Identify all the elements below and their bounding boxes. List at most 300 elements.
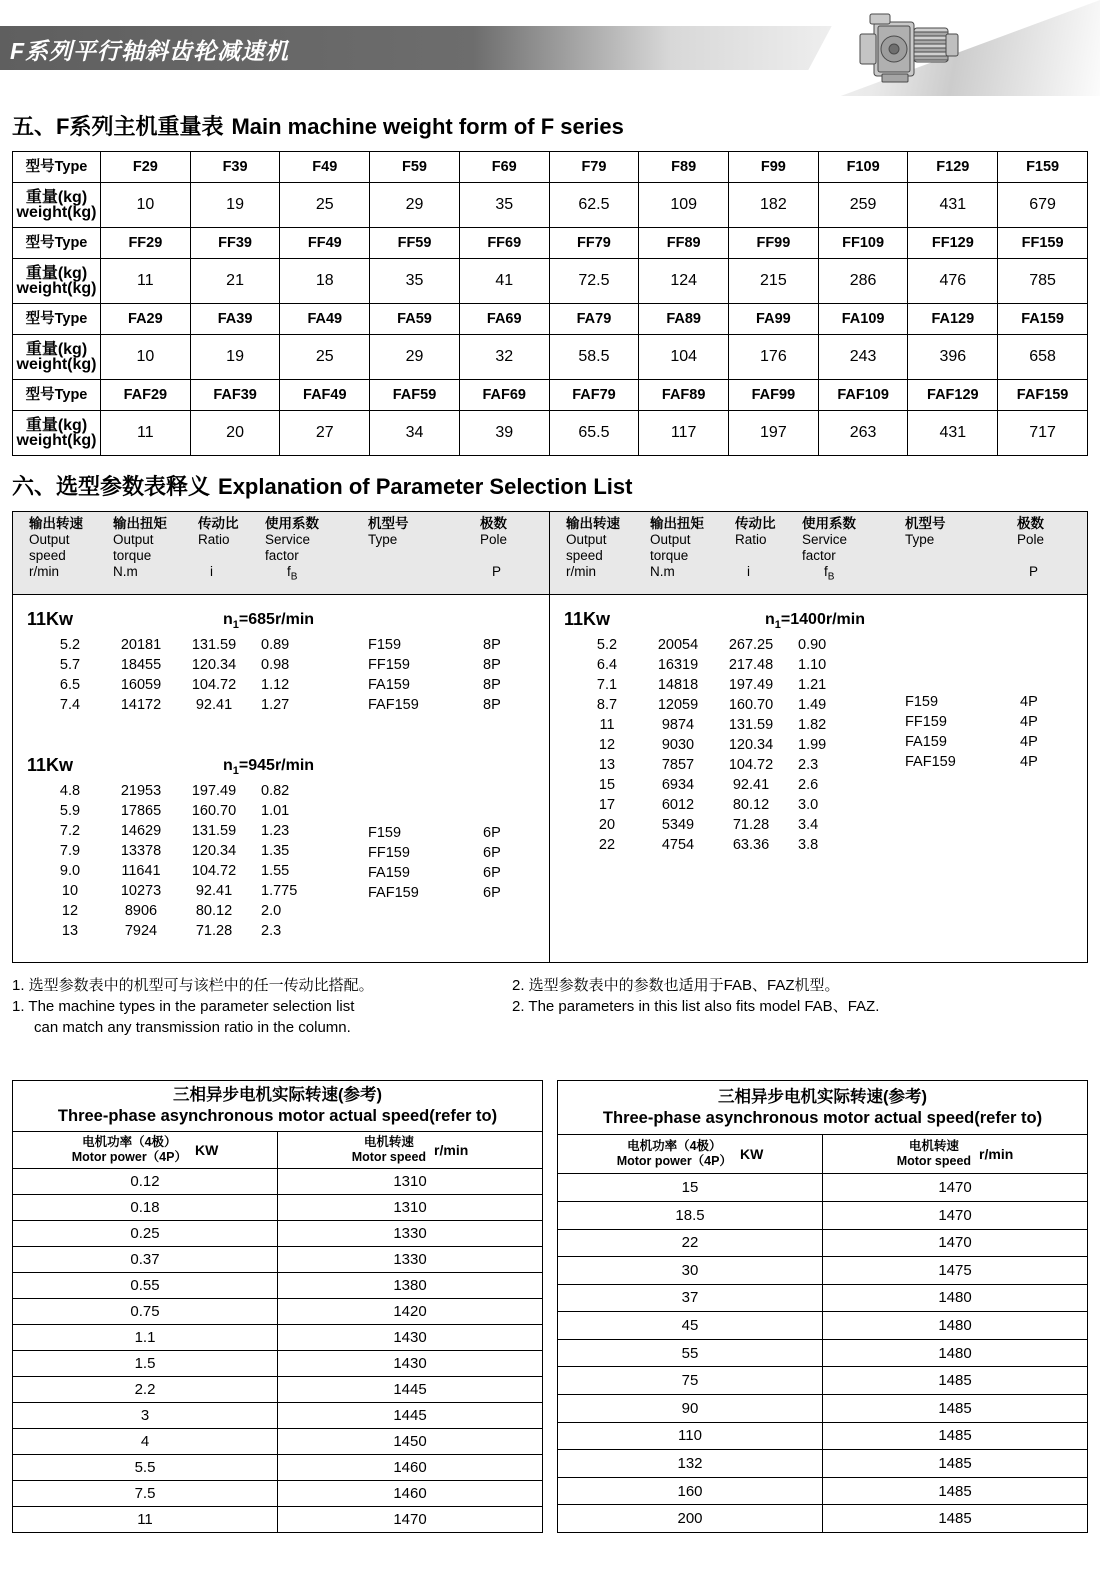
type-cell: FA99 <box>729 304 819 335</box>
parameter-row <box>550 817 1087 837</box>
weight-cell: 18 <box>280 259 370 304</box>
cell-output-torque: 13378 <box>120 843 162 859</box>
cell-output-torque: 16059 <box>120 677 162 693</box>
cell-output-torque: 4754 <box>661 837 695 853</box>
cell-output-speed: 5.2 <box>596 637 618 653</box>
cell-output-speed: 7.1 <box>596 677 618 693</box>
row-label-type: 型号Type <box>13 152 101 183</box>
cell-output-speed: 5.7 <box>59 657 81 673</box>
header-output-torque-en2: torque <box>650 548 689 563</box>
cell-ratio: 92.41 <box>195 883 233 899</box>
parameter-row <box>550 797 1087 817</box>
type-cell: FF69 <box>459 228 549 259</box>
header-type <box>905 516 946 548</box>
cell-type: FA159 <box>368 677 410 693</box>
cell-motor-speed: 1485 <box>823 1394 1088 1422</box>
weight-cell: 109 <box>639 183 729 228</box>
motor-speed-header-cn: 电机转速 <box>363 1135 414 1149</box>
cell-motor-power: 0.12 <box>13 1169 278 1195</box>
weight-cell: 41 <box>459 259 549 304</box>
table-row <box>13 1273 543 1299</box>
type-cell: FF159 <box>998 228 1088 259</box>
row-label-weight-en: weight(kg) <box>16 356 97 373</box>
cell-service-factor: 2.3 <box>261 923 282 939</box>
cell-motor-power: 0.75 <box>13 1299 278 1325</box>
cell-output-torque: 7857 <box>661 757 695 773</box>
weight-cell: 35 <box>370 259 460 304</box>
table-row <box>558 1394 1088 1422</box>
cell-ratio: 160.70 <box>728 697 774 713</box>
table-row <box>558 1367 1088 1395</box>
motor-power-header-unit: KW <box>194 1142 219 1158</box>
header-pole-unit: P <box>492 564 502 579</box>
type-cell: F69 <box>459 152 549 183</box>
weight-cell: 197 <box>729 411 819 456</box>
cell-output-speed: 7.2 <box>59 823 81 839</box>
cell-output-torque: 14629 <box>120 823 162 839</box>
table-row <box>558 1135 1088 1174</box>
type-cell: FA89 <box>639 304 729 335</box>
header-type-en: Type <box>368 532 398 547</box>
parameter-header-right <box>550 512 1087 595</box>
table-row <box>13 259 1088 304</box>
parameter-rows-group-right <box>550 637 1087 863</box>
cell-motor-power: 15 <box>558 1174 823 1202</box>
cell-ratio: 217.48 <box>728 657 774 673</box>
section-six-title-en: Explanation of Parameter Selection List <box>218 474 633 499</box>
cell-motor-speed: 1445 <box>278 1403 543 1429</box>
motor-power-header-en: Motor power（4P） <box>616 1154 732 1169</box>
input-speed-label: $n_1=1400r/\min$ <box>765 611 865 632</box>
main-machine-weight-table <box>12 151 1088 456</box>
cell-output-speed: 10 <box>61 883 79 899</box>
row-label-weight-en: weight(kg) <box>16 432 97 449</box>
motor-table-title-en: Three-phase asynchronous motor actual speed(refer to) <box>57 1107 498 1125</box>
parameter-row <box>550 637 1087 657</box>
table-row <box>558 1229 1088 1257</box>
header-service-en1: Service <box>802 532 848 547</box>
type-cell: FAF49 <box>280 380 370 411</box>
cell-motor-speed: 1470 <box>823 1229 1088 1257</box>
cell-service-factor: 1.82 <box>798 717 827 733</box>
table-row <box>13 1429 543 1455</box>
cell-output-speed: 8.7 <box>596 697 618 713</box>
type-cell: FA29 <box>101 304 191 335</box>
header-service-en1: Service <box>265 532 311 547</box>
table-row <box>13 1132 543 1169</box>
weight-cell: 35 <box>459 183 549 228</box>
header-output-torque-en1: Output <box>650 532 691 547</box>
cell-motor-power: 75 <box>558 1367 823 1395</box>
page-title: F系列平行轴斜齿轮减速机 <box>10 38 290 64</box>
header-pole <box>480 516 507 580</box>
header-type <box>368 516 409 548</box>
cell-motor-speed: 1485 <box>823 1367 1088 1395</box>
header-type-en: Type <box>905 532 935 547</box>
weight-cell: 72.5 <box>549 259 639 304</box>
header-output-torque-en1: Output <box>113 532 154 547</box>
parameter-row <box>550 737 1087 757</box>
weight-cell: 34 <box>370 411 460 456</box>
header-type-cn: 机型号 <box>368 516 409 531</box>
cell-motor-power: 18.5 <box>558 1201 823 1229</box>
parameter-row <box>550 837 1087 857</box>
weight-cell: 476 <box>908 259 998 304</box>
motor-power-header-cn: 电机功率（4极） <box>82 1135 177 1149</box>
cell-ratio: 120.34 <box>728 737 774 753</box>
row-label-weight-cn: 重量(kg) <box>25 417 88 434</box>
header-ratio <box>735 516 776 580</box>
cell-motor-speed: 1445 <box>278 1377 543 1403</box>
cell-service-factor: 1.49 <box>798 697 827 713</box>
cell-pole: 6P <box>483 845 501 861</box>
footnote-2-en: 2. The parameters in this list also fits model FAB、FAZ. <box>512 998 880 1015</box>
cell-ratio: 131.59 <box>191 637 237 653</box>
header-pole-unit: P <box>1029 564 1039 579</box>
weight-cell: 10 <box>101 335 191 380</box>
weight-cell: 25 <box>280 335 370 380</box>
header-pole-cn: 极数 <box>1017 516 1044 531</box>
cell-motor-power: 45 <box>558 1312 823 1340</box>
power-group-header <box>550 603 1087 637</box>
input-speed-label: $n_1=945r/\min$ <box>223 757 315 778</box>
table-row <box>13 1507 543 1533</box>
cell-output-torque: 12059 <box>657 697 699 713</box>
cell-motor-power: 7.5 <box>13 1481 278 1507</box>
power-label: 11Kw <box>27 609 74 629</box>
header-service-unit-sub: B <box>290 571 298 583</box>
cell-output-torque: 9030 <box>661 737 695 753</box>
cell-motor-speed: 1480 <box>823 1339 1088 1367</box>
motor-power-header-cn: 电机功率（4极） <box>627 1139 722 1154</box>
row-label-weight <box>13 183 101 228</box>
type-cell: FF59 <box>370 228 460 259</box>
parameter-row <box>13 903 549 923</box>
row-label-weight <box>13 335 101 380</box>
cell-service-factor: 1.21 <box>798 677 827 693</box>
cell-motor-speed: 1480 <box>823 1312 1088 1340</box>
motor-table-title-cn: 三相异步电机实际转速(参考) <box>173 1086 382 1104</box>
cell-type: F159 <box>368 637 402 653</box>
cell-motor-speed: 1310 <box>278 1169 543 1195</box>
cell-motor-power: 132 <box>558 1450 823 1478</box>
table-row <box>558 1201 1088 1229</box>
table-row <box>13 183 1088 228</box>
cell-type: FF159 <box>368 657 410 673</box>
parameter-row <box>13 823 549 843</box>
footnote-1-en-line1: 1. The machine types in the parameter selection list <box>12 998 355 1015</box>
cell-output-torque: 14172 <box>120 697 162 713</box>
header-type-cn: 机型号 <box>905 516 946 531</box>
type-cell: FAF109 <box>818 380 908 411</box>
motor-table-title-cn: 三相异步电机实际转速(参考) <box>718 1087 927 1106</box>
type-cell: F29 <box>101 152 191 183</box>
row-label-weight-cn: 重量(kg) <box>25 189 88 206</box>
header-output-torque-cn: 输出扭矩 <box>113 516 167 531</box>
table-row <box>13 152 1088 183</box>
cell-ratio: 120.34 <box>191 843 237 859</box>
type-cell: F59 <box>370 152 460 183</box>
weight-cell: 62.5 <box>549 183 639 228</box>
parameter-row <box>13 923 549 943</box>
parameter-row <box>550 657 1087 677</box>
cell-motor-power: 1.5 <box>13 1351 278 1377</box>
header-output-speed-en1: Output <box>566 532 607 547</box>
type-cell: FAF59 <box>370 380 460 411</box>
header-ratio-cn: 传动比 <box>735 516 776 531</box>
type-cell: FA129 <box>908 304 998 335</box>
type-cell: FF39 <box>190 228 280 259</box>
header-output-torque <box>650 516 704 580</box>
header-output-speed-en2: speed <box>566 548 603 563</box>
parameter-row <box>13 883 549 903</box>
cell-service-factor: 1.35 <box>261 843 290 859</box>
section-six-title-cn: 六、选型参数表释义 <box>12 474 211 499</box>
type-cell: FF79 <box>549 228 639 259</box>
cell-motor-power: 110 <box>558 1422 823 1450</box>
cell-type: FA159 <box>368 865 410 881</box>
cell-motor-speed: 1480 <box>823 1284 1088 1312</box>
cell-output-speed: 9.0 <box>59 863 81 879</box>
grouped-type-list <box>368 823 419 903</box>
motor-speed-header-unit: r/min <box>434 1142 469 1158</box>
type-cell: FAF69 <box>459 380 549 411</box>
cell-motor-power: 200 <box>558 1505 823 1533</box>
row-label-type: 型号Type <box>13 380 101 411</box>
header-service-factor <box>265 516 319 586</box>
cell-motor-power: 37 <box>558 1284 823 1312</box>
cell-motor-speed: 1475 <box>823 1257 1088 1285</box>
cell-output-torque: 14818 <box>657 677 699 693</box>
table-row <box>558 1174 1088 1202</box>
header-ratio <box>198 516 239 580</box>
cell-service-factor: 2.3 <box>798 757 819 773</box>
header-ratio-en: Ratio <box>735 532 767 547</box>
type-cell: FA109 <box>818 304 908 335</box>
cell-output-speed: 17 <box>598 797 616 813</box>
parameter-row <box>13 843 549 863</box>
table-row <box>558 1257 1088 1285</box>
weight-cell: 29 <box>370 335 460 380</box>
cell-ratio: 104.72 <box>191 677 237 693</box>
footnote-1 <box>12 975 512 1038</box>
cell-motor-speed: 1420 <box>278 1299 543 1325</box>
cell-ratio: 71.28 <box>195 923 233 939</box>
weight-cell: 11 <box>101 411 191 456</box>
header-output-speed-en2: speed <box>29 548 66 563</box>
cell-ratio: 120.34 <box>191 657 237 673</box>
cell-output-speed: 13 <box>598 757 616 773</box>
cell-service-factor: 1.01 <box>261 803 290 819</box>
cell-output-torque: 10273 <box>120 883 162 899</box>
header-output-speed-cn: 输出转速 <box>29 516 83 531</box>
weight-cell: 182 <box>729 183 819 228</box>
motor-speed-header-cn: 电机转速 <box>908 1139 959 1154</box>
header-output-speed <box>566 516 620 580</box>
type-cell: FF99 <box>729 228 819 259</box>
header-service-cn: 使用系数 <box>802 516 856 531</box>
table-row <box>558 1422 1088 1450</box>
cell-output-torque: 18455 <box>120 657 162 673</box>
type-cell: FAF29 <box>101 380 191 411</box>
cell-type: F159 <box>368 825 402 841</box>
parameter-row <box>13 783 549 803</box>
type-cell: F89 <box>639 152 729 183</box>
motor-table-title-en: Three-phase asynchronous motor actual speed(refer to) <box>602 1108 1043 1127</box>
header-pole-en: Pole <box>480 532 508 547</box>
table-row <box>558 1312 1088 1340</box>
cell-service-factor: 0.82 <box>261 783 290 799</box>
table-row <box>13 1221 543 1247</box>
cell-motor-speed: 1485 <box>823 1505 1088 1533</box>
power-label: 11Kw <box>564 609 611 629</box>
header-output-torque-unit: N.m <box>113 564 138 579</box>
row-label-weight <box>13 259 101 304</box>
parameter-row <box>550 697 1087 717</box>
row-label-weight-en: weight(kg) <box>16 280 97 297</box>
gearbox-motor-icon <box>830 4 970 96</box>
cell-pole: 6P <box>483 885 501 901</box>
header-output-torque <box>113 516 167 580</box>
parameter-row <box>13 657 549 677</box>
table-row <box>13 411 1088 456</box>
cell-pole: 4P <box>1020 694 1038 710</box>
table-row <box>13 1377 543 1403</box>
cell-ratio: 104.72 <box>728 757 774 773</box>
table-row <box>13 1481 543 1507</box>
cell-type: FAF159 <box>368 885 419 901</box>
footnote-1-cn: 1. 选型参数表中的机型可与该栏中的任一传动比搭配。 <box>12 977 374 994</box>
cell-output-torque: 20054 <box>657 637 699 653</box>
grouped-pole-list <box>1020 692 1038 772</box>
weight-cell: 785 <box>998 259 1088 304</box>
parameter-row <box>550 677 1087 697</box>
cell-motor-speed: 1460 <box>278 1455 543 1481</box>
weight-cell: 32 <box>459 335 549 380</box>
grouped-pole-list <box>483 823 501 903</box>
footnote-2-cn: 2. 选型参数表中的参数也适用于FAB、FAZ机型。 <box>512 977 840 994</box>
table-row <box>13 1455 543 1481</box>
type-cell: FA59 <box>370 304 460 335</box>
cell-service-factor: 3.8 <box>798 837 819 853</box>
table-row <box>13 1081 543 1132</box>
cell-output-torque: 8906 <box>124 903 158 919</box>
motor-table-title <box>13 1081 543 1132</box>
cell-output-speed: 11 <box>599 717 615 733</box>
cell-output-torque: 20181 <box>120 637 162 653</box>
cell-service-factor: 1.55 <box>261 863 290 879</box>
parameter-selection-panel <box>12 511 1088 963</box>
cell-output-speed: 22 <box>598 837 616 853</box>
cell-ratio: 131.59 <box>191 823 237 839</box>
cell-motor-power: 0.55 <box>13 1273 278 1299</box>
header-ratio-unit: i <box>210 564 213 579</box>
table-row <box>558 1450 1088 1478</box>
weight-cell: 65.5 <box>549 411 639 456</box>
cell-ratio: 71.28 <box>732 817 770 833</box>
type-cell: FA79 <box>549 304 639 335</box>
cell-output-speed: 15 <box>598 777 616 793</box>
cell-motor-speed: 1310 <box>278 1195 543 1221</box>
cell-motor-power: 5.5 <box>13 1455 278 1481</box>
type-cell: FAF79 <box>549 380 639 411</box>
header-ratio-en: Ratio <box>198 532 230 547</box>
weight-cell: 243 <box>818 335 908 380</box>
cell-motor-power: 4 <box>13 1429 278 1455</box>
cell-output-speed: 12 <box>61 903 79 919</box>
header-service-cn: 使用系数 <box>265 516 319 531</box>
parameter-row <box>13 677 549 697</box>
cell-ratio: 80.12 <box>195 903 233 919</box>
header-output-speed-en1: Output <box>29 532 70 547</box>
type-cell: FAF89 <box>639 380 729 411</box>
type-cell: FA69 <box>459 304 549 335</box>
weight-cell: 39 <box>459 411 549 456</box>
motor-power-header-unit: KW <box>739 1146 764 1163</box>
weight-cell: 27 <box>280 411 370 456</box>
table-row <box>13 1403 543 1429</box>
cell-type: FF159 <box>368 845 410 861</box>
cell-motor-power: 3 <box>13 1403 278 1429</box>
cell-motor-power: 11 <box>13 1507 278 1533</box>
table-row <box>13 1325 543 1351</box>
cell-output-speed: 7.4 <box>59 697 81 713</box>
table-row <box>13 1247 543 1273</box>
cell-service-factor: 3.0 <box>798 797 819 813</box>
parameter-row <box>13 697 549 717</box>
weight-cell: 679 <box>998 183 1088 228</box>
cell-type: FF159 <box>905 714 947 730</box>
weight-cell: 717 <box>998 411 1088 456</box>
header-output-torque-cn: 输出扭矩 <box>650 516 704 531</box>
weight-cell: 58.5 <box>549 335 639 380</box>
weight-cell: 19 <box>190 183 280 228</box>
power-label: 11Kw <box>27 755 74 775</box>
cell-motor-speed: 1460 <box>278 1481 543 1507</box>
cell-service-factor: 0.90 <box>798 637 827 653</box>
cell-ratio: 131.59 <box>728 717 774 733</box>
cell-motor-power: 90 <box>558 1394 823 1422</box>
cell-service-factor: 2.0 <box>261 903 282 919</box>
weight-cell: 11 <box>101 259 191 304</box>
cell-service-factor: 1.99 <box>798 737 827 753</box>
cell-output-torque: 17865 <box>120 803 162 819</box>
header-service-unit-f: f <box>287 564 291 579</box>
header-ratio-cn: 传动比 <box>198 516 239 531</box>
cell-motor-speed: 1330 <box>278 1247 543 1273</box>
weight-cell: 25 <box>280 183 370 228</box>
header-service-en2: factor <box>265 548 299 563</box>
cell-motor-speed: 1470 <box>278 1507 543 1533</box>
cell-motor-speed: 1470 <box>823 1201 1088 1229</box>
header-service-unit-f: f <box>824 564 828 579</box>
cell-type: FAF159 <box>368 697 419 713</box>
motor-speed-header-en: Motor speed <box>351 1150 427 1164</box>
header-service-unit <box>265 564 298 583</box>
cell-motor-power: 0.25 <box>13 1221 278 1247</box>
header-pole-en: Pole <box>1017 532 1045 547</box>
type-cell: FAF129 <box>908 380 998 411</box>
cell-pole: 6P <box>483 865 501 881</box>
cell-pole: 8P <box>483 657 501 673</box>
cell-ratio: 92.41 <box>732 777 770 793</box>
table-row <box>13 228 1088 259</box>
table-row <box>558 1284 1088 1312</box>
cell-ratio: 63.36 <box>732 837 770 853</box>
cell-output-speed: 20 <box>598 817 616 833</box>
cell-motor-power: 160 <box>558 1477 823 1505</box>
section-five-title-cn: 五、F系列主机重量表 <box>12 114 224 139</box>
